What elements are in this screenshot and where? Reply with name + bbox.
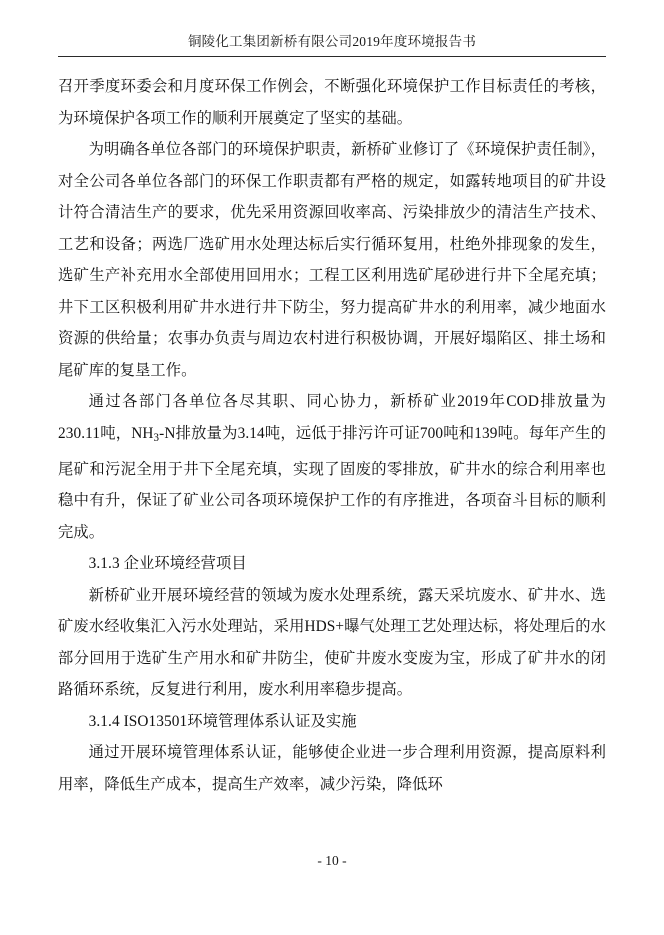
section-heading-3-1-3: 3.1.3 企业环境经营项目 (88, 555, 247, 573)
paragraph-1: 召开季度环委会和月度环保工作例会，不断强化环境保护工作目标责任的考核，为环境保护各项工作的顺利开展奠定了坚实的基础。 (58, 78, 606, 127)
page-content-area (58, 30, 606, 905)
paragraph-3-part-2: -N排放量为3.14吨，远低于排污许可证700吨和139吨。每年产生的尾矿和污泥全用于井下全尾充填，实现了固废的零排放，矿井水的综合利用率也稳中有升，保证了矿业公司各项环境保护工作的有序推进，各项奋斗目标的顺利完成。 (58, 424, 607, 541)
section-heading-3-1-4: 3.1.4 ISO13501环境管理体系认证及实施 (88, 712, 357, 730)
paragraph-3 (58, 386, 606, 548)
document-body (58, 71, 606, 800)
paragraph-3-subscript: 3 (153, 431, 160, 444)
page-number: - 10 - (317, 853, 347, 868)
paragraph-3-part-1: 通过各部门各单位各尽其职、同心协力，新桥矿业2019年COD排放量为230.11吨，NH (58, 393, 606, 442)
paragraph-4: 新桥矿业开展环境经营的领域为废水处理系统，露天采坑废水、矿井水、选矿废水经收集汇入污水处理站，采用HDS+曝气处理工艺处理达标，将处理后的水部分回用于选矿生产用水和矿井防尘，使矿井废水变废为宝，形成了矿井水的闭路循环系统，反复进行利用，废水利用率稳步提高。 (58, 586, 606, 699)
paragraph-5: 通过开展环境管理体系认证，能够使企业进一步合理利用资源，提高原料利用率，降低生产成本，提高生产效率，减少污染，降低环 (58, 744, 606, 793)
paragraph-2: 为明确各单位各部门的环境保护职责，新桥矿业修订了《环境保护责任制》，对全公司各单位各部门的环保工作职责都有严格的规定，如露转地项目的矿井设计符合清洁生产的要求，优先采用资源回收率高、污染排放少的清洁生产技术、工艺和设备；两选厂选矿用水处理达标后实行循环复用，杜绝外排现象的发生，选矿生产补充用水全部使用回用水；工程工区利用选矿尾砂进行井下全尾充填；井下工区积极利用矿井水进行井下防尘，努力提高矿井水的利用率，减少地面水资源的供给量；农事办负责与周边农村进行积极协调，开展好塌陷区、排土场和尾矿库的复垦工作。 (58, 141, 606, 379)
page-header-title: 铜陵化工集团新桥有限公司2019年度环境报告书 (187, 34, 477, 49)
header-divider (58, 56, 606, 57)
